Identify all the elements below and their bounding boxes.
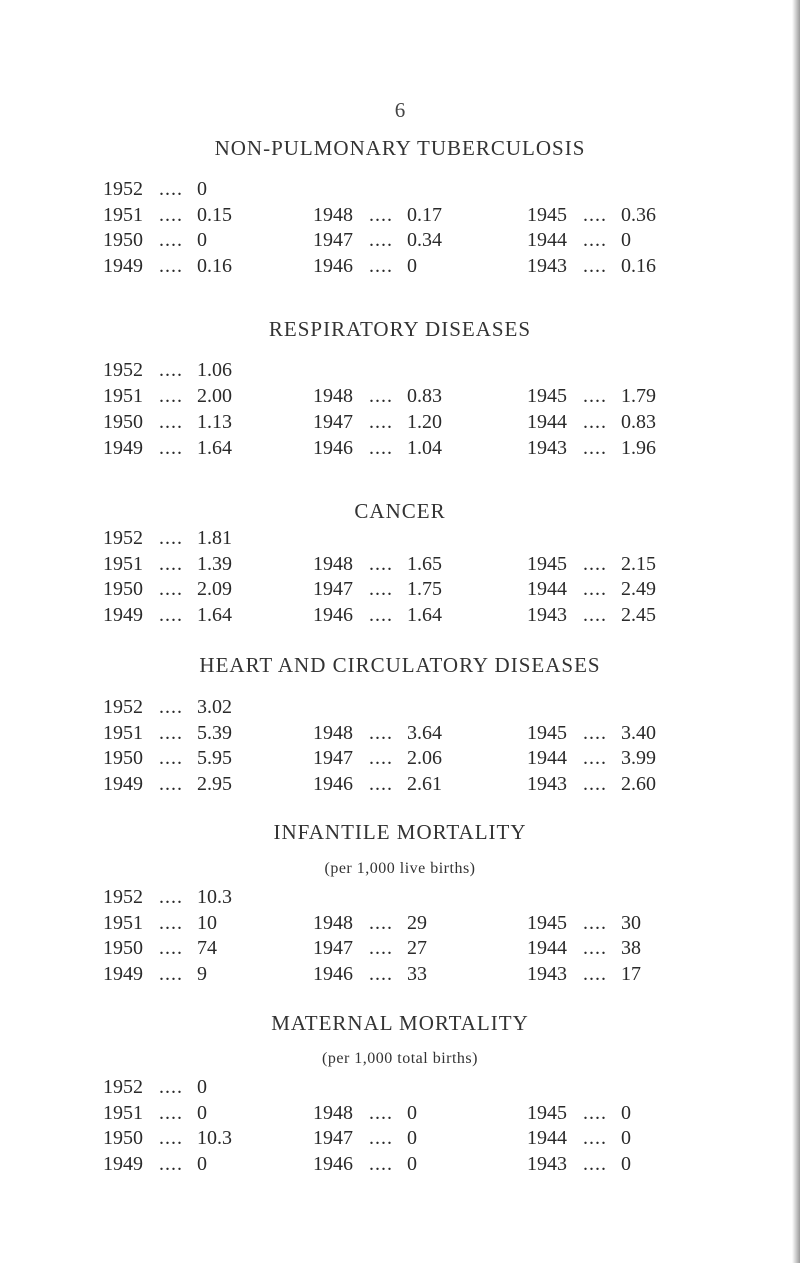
rate-value: 17 <box>621 963 641 985</box>
leader-dots: .... <box>159 773 183 795</box>
year-label: 1948 <box>313 204 353 226</box>
rate-value: 33 <box>407 963 427 985</box>
stat-entry <box>103 527 232 550</box>
leader-dots: .... <box>159 1076 183 1098</box>
rate-value: 38 <box>621 937 641 959</box>
leader-dots: .... <box>369 1102 393 1124</box>
year-label: 1948 <box>313 912 353 934</box>
rate-value: 2.15 <box>621 553 656 575</box>
leader-dots: .... <box>369 963 393 985</box>
year-label: 1943 <box>527 437 567 459</box>
stat-entry <box>313 411 442 434</box>
year-label: 1948 <box>313 722 353 744</box>
leader-dots: .... <box>159 204 183 226</box>
leader-dots: .... <box>159 411 183 433</box>
rate-value: 0 <box>621 1102 631 1124</box>
leader-dots: .... <box>583 411 607 433</box>
year-label: 1946 <box>313 963 353 985</box>
stat-entry <box>313 963 427 986</box>
stat-entry <box>103 229 207 252</box>
rate-value: 1.20 <box>407 411 442 433</box>
section-title: NON-PULMONARY TUBERCULOSIS <box>214 136 586 160</box>
year-label: 1946 <box>313 604 353 626</box>
rate-value: 10.3 <box>197 886 232 908</box>
year-label: 1944 <box>527 411 567 433</box>
year-label: 1943 <box>527 963 567 985</box>
stat-entry <box>103 1102 207 1125</box>
stat-entry <box>313 1127 417 1150</box>
leader-dots: .... <box>159 255 183 277</box>
leader-dots: .... <box>583 553 607 575</box>
leader-dots: .... <box>159 178 183 200</box>
year-label: 1944 <box>527 1127 567 1149</box>
year-label: 1951 <box>103 553 143 575</box>
year-label: 1949 <box>103 437 143 459</box>
stat-entry <box>103 204 232 227</box>
stat-entry <box>103 937 217 960</box>
year-label: 1952 <box>103 178 143 200</box>
stat-entry <box>527 912 641 935</box>
stat-entry <box>103 359 232 382</box>
rate-value: 27 <box>407 937 427 959</box>
stat-entry <box>103 1127 232 1150</box>
leader-dots: .... <box>583 578 607 600</box>
page-number: 6 <box>394 98 406 122</box>
rate-value: 0 <box>621 1153 631 1175</box>
stat-entry <box>527 385 656 408</box>
stat-entry <box>103 912 217 935</box>
leader-dots: .... <box>159 437 183 459</box>
year-label: 1949 <box>103 1153 143 1175</box>
stat-entry <box>527 963 641 986</box>
year-label: 1947 <box>313 937 353 959</box>
leader-dots: .... <box>159 747 183 769</box>
rate-value: 2.61 <box>407 773 442 795</box>
leader-dots: .... <box>583 604 607 626</box>
year-label: 1948 <box>313 553 353 575</box>
rate-value: 10.3 <box>197 1127 232 1149</box>
page-edge-shadow <box>792 0 800 1263</box>
leader-dots: .... <box>583 937 607 959</box>
year-label: 1949 <box>103 604 143 626</box>
section-title: HEART AND CIRCULATORY DISEASES <box>199 653 601 677</box>
leader-dots: .... <box>583 255 607 277</box>
section-title: INFANTILE MORTALITY <box>273 820 527 844</box>
section-subtitle: (per 1,000 live births) <box>324 860 476 877</box>
leader-dots: .... <box>369 773 393 795</box>
year-label: 1945 <box>527 1102 567 1124</box>
rate-value: 10 <box>197 912 217 934</box>
stat-entry <box>527 604 656 627</box>
year-label: 1951 <box>103 204 143 226</box>
rate-value: 2.95 <box>197 773 232 795</box>
year-label: 1947 <box>313 411 353 433</box>
rate-value: 0 <box>197 1076 207 1098</box>
year-label: 1952 <box>103 886 143 908</box>
rate-value: 1.75 <box>407 578 442 600</box>
stat-entry <box>103 178 207 201</box>
stat-entry <box>313 1102 417 1125</box>
leader-dots: .... <box>583 747 607 769</box>
section-subtitle: (per 1,000 total births) <box>322 1050 478 1067</box>
year-label: 1951 <box>103 1102 143 1124</box>
year-label: 1944 <box>527 937 567 959</box>
rate-value: 0 <box>621 1127 631 1149</box>
year-label: 1944 <box>527 578 567 600</box>
rate-value: 74 <box>197 937 217 959</box>
year-label: 1950 <box>103 937 143 959</box>
stat-entry <box>313 722 442 745</box>
stat-entry <box>103 437 232 460</box>
leader-dots: .... <box>369 255 393 277</box>
year-label: 1946 <box>313 255 353 277</box>
leader-dots: .... <box>583 773 607 795</box>
stat-entry <box>103 553 232 576</box>
rate-value: 5.39 <box>197 722 232 744</box>
stat-entry <box>313 229 442 252</box>
year-label: 1947 <box>313 747 353 769</box>
rate-value: 30 <box>621 912 641 934</box>
rate-value: 2.06 <box>407 747 442 769</box>
stat-entry <box>103 886 232 909</box>
stat-entry <box>103 696 232 719</box>
stat-entry <box>313 912 427 935</box>
leader-dots: .... <box>369 1127 393 1149</box>
leader-dots: .... <box>369 553 393 575</box>
year-label: 1945 <box>527 722 567 744</box>
section-title: CANCER <box>354 499 446 523</box>
rate-value: 0.36 <box>621 204 656 226</box>
rate-value: 0.83 <box>621 411 656 433</box>
year-label: 1943 <box>527 1153 567 1175</box>
year-label: 1950 <box>103 1127 143 1149</box>
leader-dots: .... <box>369 722 393 744</box>
leader-dots: .... <box>159 722 183 744</box>
rate-value: 2.09 <box>197 578 232 600</box>
leader-dots: .... <box>159 886 183 908</box>
rate-value: 1.06 <box>197 359 232 381</box>
year-label: 1945 <box>527 385 567 407</box>
year-label: 1949 <box>103 773 143 795</box>
stat-entry <box>527 437 656 460</box>
section-title: MATERNAL MORTALITY <box>271 1011 529 1035</box>
stat-entry <box>313 604 442 627</box>
rate-value: 0 <box>621 229 631 251</box>
leader-dots: .... <box>583 437 607 459</box>
leader-dots: .... <box>159 578 183 600</box>
leader-dots: .... <box>159 696 183 718</box>
stat-entry <box>313 747 442 770</box>
year-label: 1948 <box>313 1102 353 1124</box>
rate-value: 0 <box>197 1102 207 1124</box>
stat-entry <box>527 773 656 796</box>
leader-dots: .... <box>369 229 393 251</box>
year-label: 1952 <box>103 359 143 381</box>
stat-entry <box>103 747 232 770</box>
leader-dots: .... <box>369 912 393 934</box>
leader-dots: .... <box>583 1153 607 1175</box>
rate-value: 2.00 <box>197 385 232 407</box>
year-label: 1946 <box>313 437 353 459</box>
rate-value: 1.39 <box>197 553 232 575</box>
rate-value: 0 <box>197 229 207 251</box>
stat-entry <box>527 255 656 278</box>
stat-entry <box>103 411 232 434</box>
year-label: 1951 <box>103 912 143 934</box>
year-label: 1945 <box>527 912 567 934</box>
leader-dots: .... <box>369 411 393 433</box>
stat-entry <box>527 1102 631 1125</box>
year-label: 1943 <box>527 255 567 277</box>
rate-value: 2.60 <box>621 773 656 795</box>
leader-dots: .... <box>583 963 607 985</box>
year-label: 1947 <box>313 1127 353 1149</box>
stat-entry <box>527 937 641 960</box>
stat-entry <box>103 773 232 796</box>
year-label: 1950 <box>103 411 143 433</box>
leader-dots: .... <box>159 553 183 575</box>
rate-value: 1.13 <box>197 411 232 433</box>
rate-value: 1.81 <box>197 527 232 549</box>
leader-dots: .... <box>583 722 607 744</box>
year-label: 1945 <box>527 553 567 575</box>
leader-dots: .... <box>369 385 393 407</box>
year-label: 1944 <box>527 747 567 769</box>
year-label: 1948 <box>313 385 353 407</box>
leader-dots: .... <box>159 229 183 251</box>
leader-dots: .... <box>369 1153 393 1175</box>
rate-value: 2.45 <box>621 604 656 626</box>
year-label: 1950 <box>103 747 143 769</box>
stat-entry <box>527 1153 631 1176</box>
year-label: 1943 <box>527 604 567 626</box>
leader-dots: .... <box>583 912 607 934</box>
rate-value: 1.64 <box>197 437 232 459</box>
stat-entry <box>313 578 442 601</box>
leader-dots: .... <box>159 963 183 985</box>
stat-entry <box>313 204 442 227</box>
stat-entry <box>103 385 232 408</box>
rate-value: 0.16 <box>621 255 656 277</box>
rate-value: 0 <box>407 1153 417 1175</box>
stat-entry <box>313 437 442 460</box>
rate-value: 0.15 <box>197 204 232 226</box>
rate-value: 0 <box>197 178 207 200</box>
rate-value: 29 <box>407 912 427 934</box>
stat-entry <box>103 722 232 745</box>
rate-value: 1.79 <box>621 385 656 407</box>
leader-dots: .... <box>159 937 183 959</box>
rate-value: 0.17 <box>407 204 442 226</box>
leader-dots: .... <box>583 229 607 251</box>
leader-dots: .... <box>369 604 393 626</box>
leader-dots: .... <box>159 1153 183 1175</box>
year-label: 1947 <box>313 578 353 600</box>
year-label: 1947 <box>313 229 353 251</box>
rate-value: 3.64 <box>407 722 442 744</box>
rate-value: 0.83 <box>407 385 442 407</box>
stat-entry <box>527 553 656 576</box>
rate-value: 3.99 <box>621 747 656 769</box>
rate-value: 0.16 <box>197 255 232 277</box>
rate-value: 3.02 <box>197 696 232 718</box>
year-label: 1943 <box>527 773 567 795</box>
year-label: 1944 <box>527 229 567 251</box>
year-label: 1946 <box>313 773 353 795</box>
rate-value: 0 <box>407 255 417 277</box>
stat-entry <box>527 229 631 252</box>
stat-entry <box>103 578 232 601</box>
leader-dots: .... <box>159 1102 183 1124</box>
stat-entry <box>103 1076 207 1099</box>
leader-dots: .... <box>369 204 393 226</box>
stat-entry <box>527 578 656 601</box>
stat-entry <box>103 255 232 278</box>
leader-dots: .... <box>159 527 183 549</box>
year-label: 1952 <box>103 1076 143 1098</box>
leader-dots: .... <box>369 437 393 459</box>
stat-entry <box>527 411 656 434</box>
year-label: 1952 <box>103 696 143 718</box>
stat-entry <box>313 553 442 576</box>
leader-dots: .... <box>583 1127 607 1149</box>
leader-dots: .... <box>159 604 183 626</box>
stat-entry <box>527 1127 631 1150</box>
rate-value: 1.04 <box>407 437 442 459</box>
stat-entry <box>527 747 656 770</box>
year-label: 1951 <box>103 385 143 407</box>
stat-entry <box>313 937 427 960</box>
stat-entry <box>313 773 442 796</box>
stat-entry <box>103 1153 207 1176</box>
rate-value: 1.65 <box>407 553 442 575</box>
section-title: RESPIRATORY DISEASES <box>268 317 532 341</box>
leader-dots: .... <box>369 747 393 769</box>
leader-dots: .... <box>159 359 183 381</box>
leader-dots: .... <box>583 1102 607 1124</box>
rate-value: 1.64 <box>197 604 232 626</box>
leader-dots: .... <box>583 204 607 226</box>
rate-value: 9 <box>197 963 207 985</box>
year-label: 1950 <box>103 578 143 600</box>
stat-entry <box>313 385 442 408</box>
rate-value: 0 <box>407 1127 417 1149</box>
stat-entry <box>103 604 232 627</box>
rate-value: 5.95 <box>197 747 232 769</box>
leader-dots: .... <box>369 937 393 959</box>
rate-value: 0.34 <box>407 229 442 251</box>
year-label: 1949 <box>103 963 143 985</box>
stat-entry <box>103 963 207 986</box>
rate-value: 3.40 <box>621 722 656 744</box>
year-label: 1949 <box>103 255 143 277</box>
leader-dots: .... <box>159 385 183 407</box>
stat-entry <box>313 255 417 278</box>
rate-value: 2.49 <box>621 578 656 600</box>
rate-value: 0 <box>407 1102 417 1124</box>
year-label: 1945 <box>527 204 567 226</box>
rate-value: 1.96 <box>621 437 656 459</box>
leader-dots: .... <box>583 385 607 407</box>
rate-value: 0 <box>197 1153 207 1175</box>
leader-dots: .... <box>159 912 183 934</box>
leader-dots: .... <box>369 578 393 600</box>
leader-dots: .... <box>159 1127 183 1149</box>
stat-entry <box>313 1153 417 1176</box>
rate-value: 1.64 <box>407 604 442 626</box>
year-label: 1951 <box>103 722 143 744</box>
year-label: 1952 <box>103 527 143 549</box>
year-label: 1950 <box>103 229 143 251</box>
stat-entry <box>527 722 656 745</box>
year-label: 1946 <box>313 1153 353 1175</box>
stat-entry <box>527 204 656 227</box>
